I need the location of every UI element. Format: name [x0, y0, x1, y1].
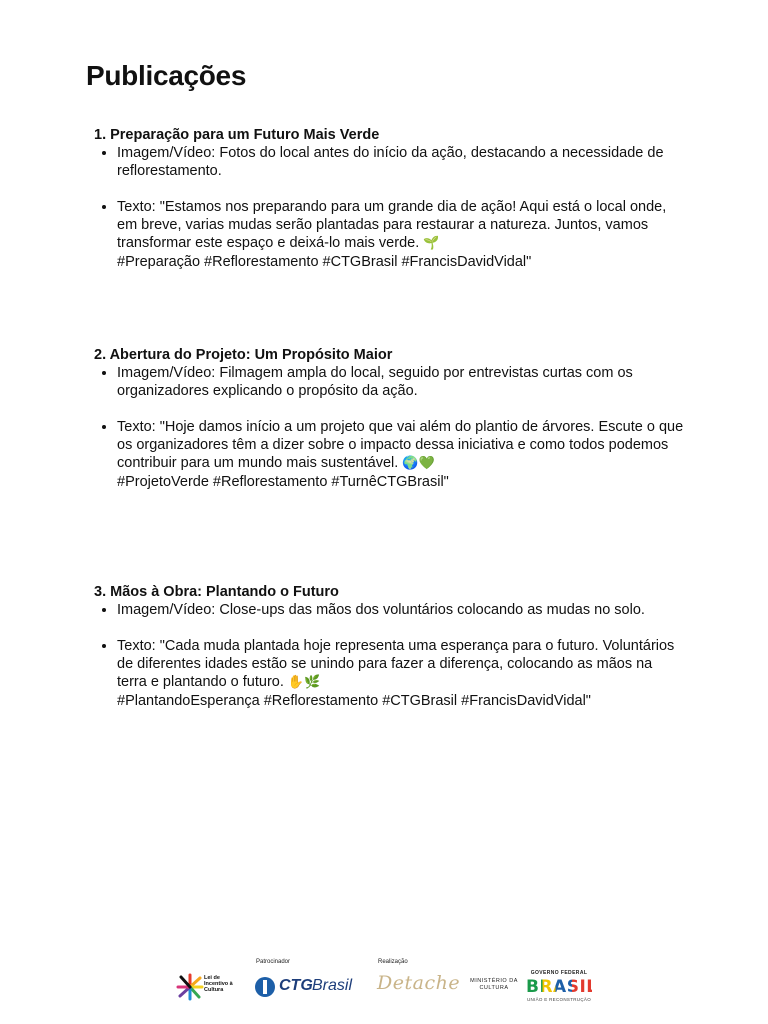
brasil-colorful-wordmark: BRASIL: [526, 977, 598, 997]
post-2: [94, 346, 684, 491]
media-description: • Imagem/Vídeo: Fotos do local antes do início da ação, destacando a necessidade de reflorestamento.: [117, 144, 684, 180]
footer-logos: [0, 956, 768, 1016]
post-text-body: Texto: "Cada muda plantada hoje representa uma esperança para o futuro. Voluntários de diferentes idades estão se unindo para fazer a diferença, colocando as mãos na terra e plantando o futuro.: [117, 638, 675, 690]
post-text: [117, 198, 684, 271]
post-details: [94, 144, 684, 271]
governo-label: GOVERNO FEDERAL: [530, 970, 588, 976]
ctg-circle-icon: [254, 976, 276, 998]
post-details: [94, 601, 684, 710]
hashtags: #Preparação #Reflorestamento #CTGBrasil #FrancisDavidVidal": [117, 254, 532, 270]
lei-logo-text: Lei de Incentivo à Cultura: [204, 975, 233, 993]
media-description: • Imagem/Vídeo: Close-ups das mãos dos voluntários colocando as mudas no solo.: [117, 601, 684, 619]
hashtags: #ProjetoVerde #Reflorestamento #TurnêCTGBrasil": [117, 474, 449, 490]
sponsor-label: Patrocinador: [256, 959, 291, 965]
seedling-icon: 🌱: [423, 236, 440, 251]
post-text-body: Texto: "Estamos nos preparando para um grande dia de ação! Aqui está o local onde, em breve, varias mudas serão plantadas para restaurar a natureza. Juntos, vamos transformar este espaço e deixá-lo mais verde.: [117, 199, 667, 251]
globe-heart-icon: 🌍💚: [402, 456, 435, 471]
post-heading: 2. Abertura do Projeto: Um Propósito Maior: [94, 347, 393, 363]
realizacao-label: Realização: [378, 959, 408, 965]
post-details: [94, 364, 684, 491]
starburst-icon: [176, 973, 204, 1001]
post-text: [117, 637, 684, 710]
post-text: [117, 418, 684, 491]
post-1: [94, 126, 684, 271]
post-3: [94, 583, 684, 710]
page-title: Publicações: [86, 60, 247, 91]
post-heading: 3. Mãos à Obra: Plantando o Futuro: [94, 584, 339, 600]
lei-incentivo-logo: [176, 971, 246, 1003]
brasil-wordmark: Brasil: [312, 977, 353, 994]
detache-logo: Detache: [377, 972, 461, 994]
post-heading: 1. Preparação para um Futuro Mais Verde: [94, 127, 380, 143]
ctg-brasil-logo: [254, 974, 354, 1002]
media-description: • Imagem/Vídeo: Filmagem ampla do local, seguido por entrevistas curtas com os organizadores explicando o propósito da ação.: [117, 364, 684, 400]
uniao-label: UNIÃO E RECONSTRUÇÃO: [526, 997, 591, 1002]
ctg-wordmark: CTG: [279, 977, 313, 994]
ministerio-cultura-label: MINISTÉRIO DA CULTURA: [470, 978, 518, 991]
governo-federal-logo: [524, 968, 598, 1008]
hand-plant-icon: ✋🌿: [287, 675, 321, 690]
hashtags: #PlantandoEsperança #Reflorestamento #CTGBrasil #FrancisDavidVidal": [117, 693, 591, 709]
post-text-body: Texto: "Hoje damos início a um projeto que vai além do plantio de árvores. Escute o que os organizadores têm a dizer sobre o impacto dessa iniciativa e como todos podemos contribuir para um mundo mais sustentável.: [117, 419, 684, 471]
